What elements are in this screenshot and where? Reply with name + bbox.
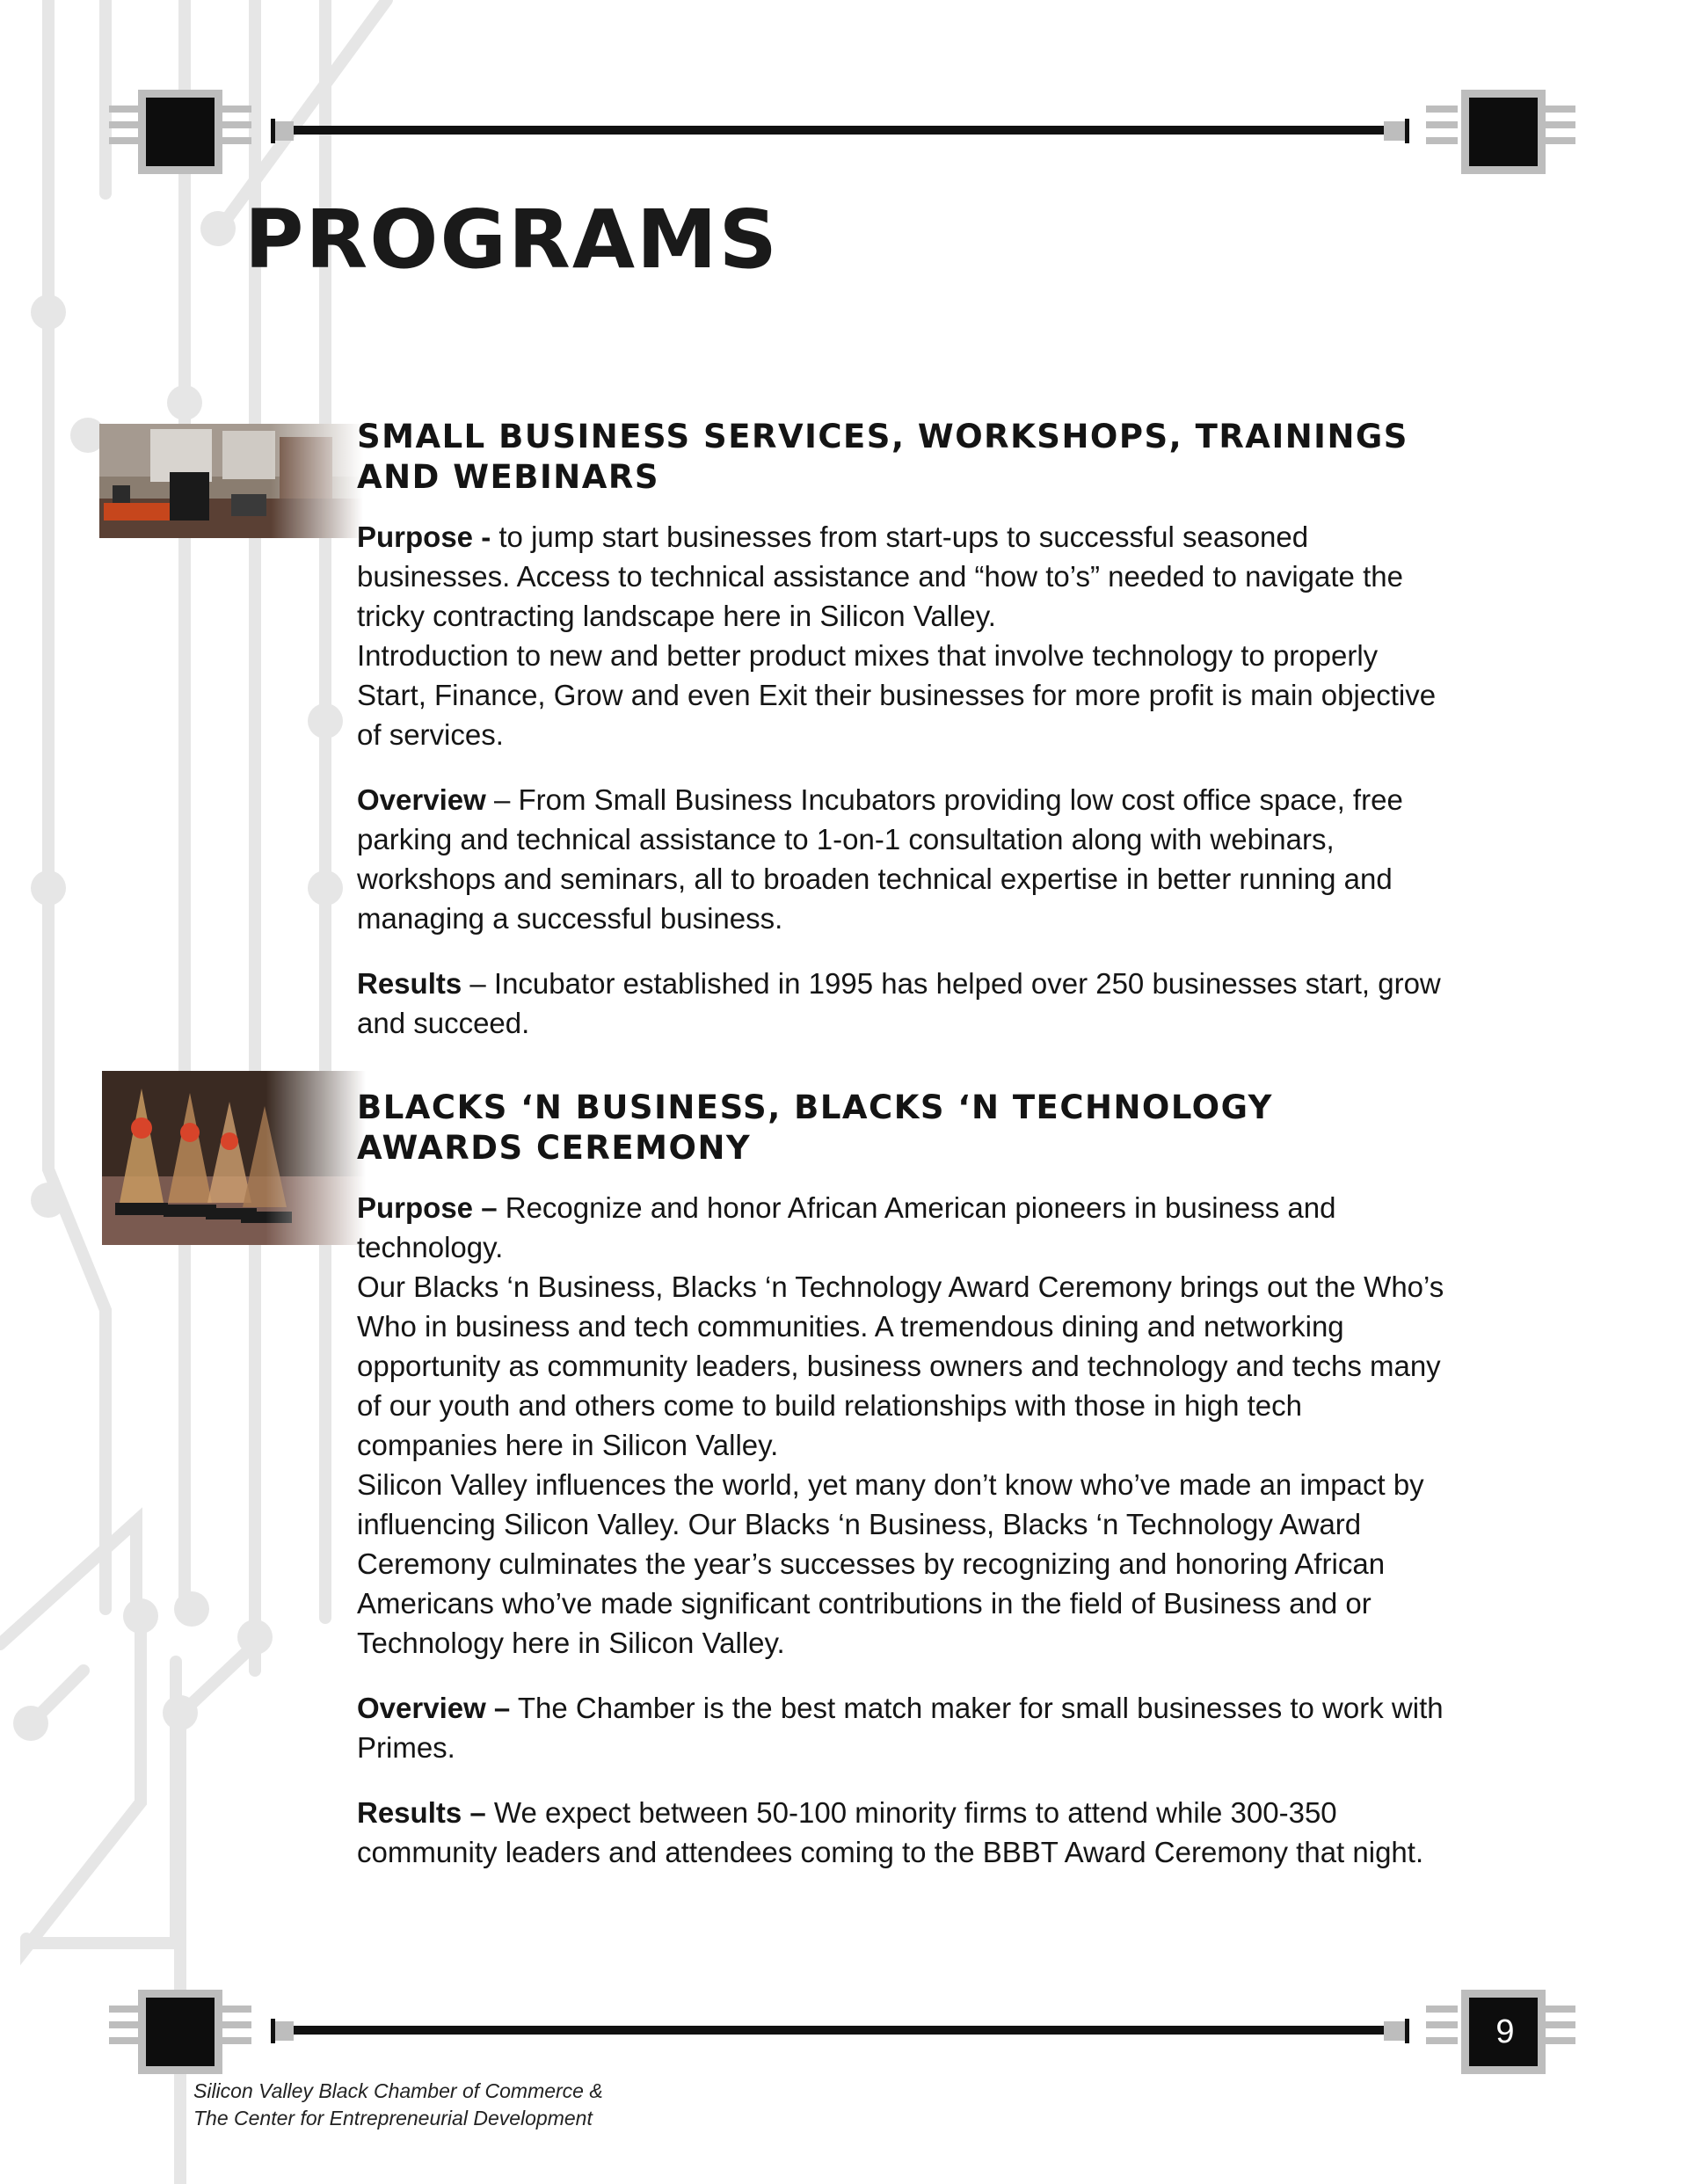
purpose-paragraph-2: Introduction to new and better product mixes that involve technology to properly Start, Finance, Grow and even Exit their businesses for more profit is main objective of services. — [357, 639, 1437, 751]
page-title: PROGRAMS — [244, 193, 779, 287]
results-paragraph — [357, 964, 1447, 1043]
results-label: Results – — [357, 1796, 486, 1829]
footer-line-1: Silicon Valley Black Chamber of Commerce & — [193, 2079, 603, 2102]
section-awards-ceremony — [357, 1088, 1447, 1897]
chip-icon — [109, 1990, 251, 2074]
purpose-paragraph — [357, 517, 1447, 636]
overview-label: Overview — [357, 783, 486, 816]
purpose-paragraph — [357, 1188, 1447, 1267]
section-heading: SMALL BUSINESS SERVICES, WORKSHOPS, TRAININGS AND WEBINARS — [357, 418, 1408, 496]
purpose-paragraph-3: Silicon Valley influences the world, yet many don’t know who’ve made an impact by influencing Silicon Valley. Our Blacks ‘n Business, Blacks ‘n Technology Award Ceremony culminates the year’s successes by recognizing and honoring African Americans who’ve made significant contributions in the field of Business and or Technology here in Silicon Valley. — [357, 1468, 1424, 1659]
purpose-label: Purpose – — [357, 1191, 498, 1224]
overview-label: Overview – — [357, 1692, 511, 1724]
chip-icon — [1426, 90, 1575, 174]
purpose-text: to jump start businesses from start-ups to successful seasoned businesses. Access to technical assistance and “how to’s” needed to navigate the tricky contracting landscape here in Silicon Valley. — [357, 521, 1403, 632]
purpose-paragraph-2: Our Blacks ‘n Business, Blacks ‘n Technology Award Ceremony brings out the Who’s Who in business and tech communities. A tremendous dining and networking opportunity as community leaders, business owners and technology and techs many of our youth and others come to build relationships with those in high tech companies here in Silicon Valley. — [357, 1270, 1444, 1461]
overview-paragraph — [357, 1688, 1447, 1767]
footer — [193, 2078, 603, 2132]
office-photo — [99, 424, 363, 538]
results-label: Results — [357, 967, 462, 1000]
section-small-business — [357, 417, 1447, 1068]
overview-text: – From Small Business Incubators providing low cost office space, free parking and technical assistance to 1-on-1 consultation along with webinars, workshops and seminars, all to broaden technical expertise in better running and managing a successful business. — [357, 783, 1403, 935]
results-paragraph — [357, 1793, 1447, 1872]
page-number: 9 — [1495, 2013, 1515, 2050]
overview-paragraph — [357, 780, 1447, 938]
results-text: We expect between 50-100 minority firms to attend while 300-350 community leaders and attendees coming to the BBBT Award Ceremony that night. — [357, 1796, 1424, 1868]
purpose-text: Recognize and honor African American pioneers in business and technology. — [357, 1191, 1336, 1263]
chip-icon — [109, 90, 251, 174]
awards-photo — [102, 1071, 366, 1245]
footer-line-2: The Center for Entrepreneurial Development — [193, 2107, 593, 2129]
section-heading: BLACKS ‘N BUSINESS, BLACKS ‘N TECHNOLOGY AWARDS CEREMONY — [357, 1088, 1273, 1167]
purpose-label: Purpose - — [357, 521, 491, 553]
results-text: – Incubator established in 1995 has helped over 250 businesses start, grow and succeed. — [357, 967, 1441, 1039]
overview-text: The Chamber is the best match maker for small businesses to work with Primes. — [357, 1692, 1444, 1764]
